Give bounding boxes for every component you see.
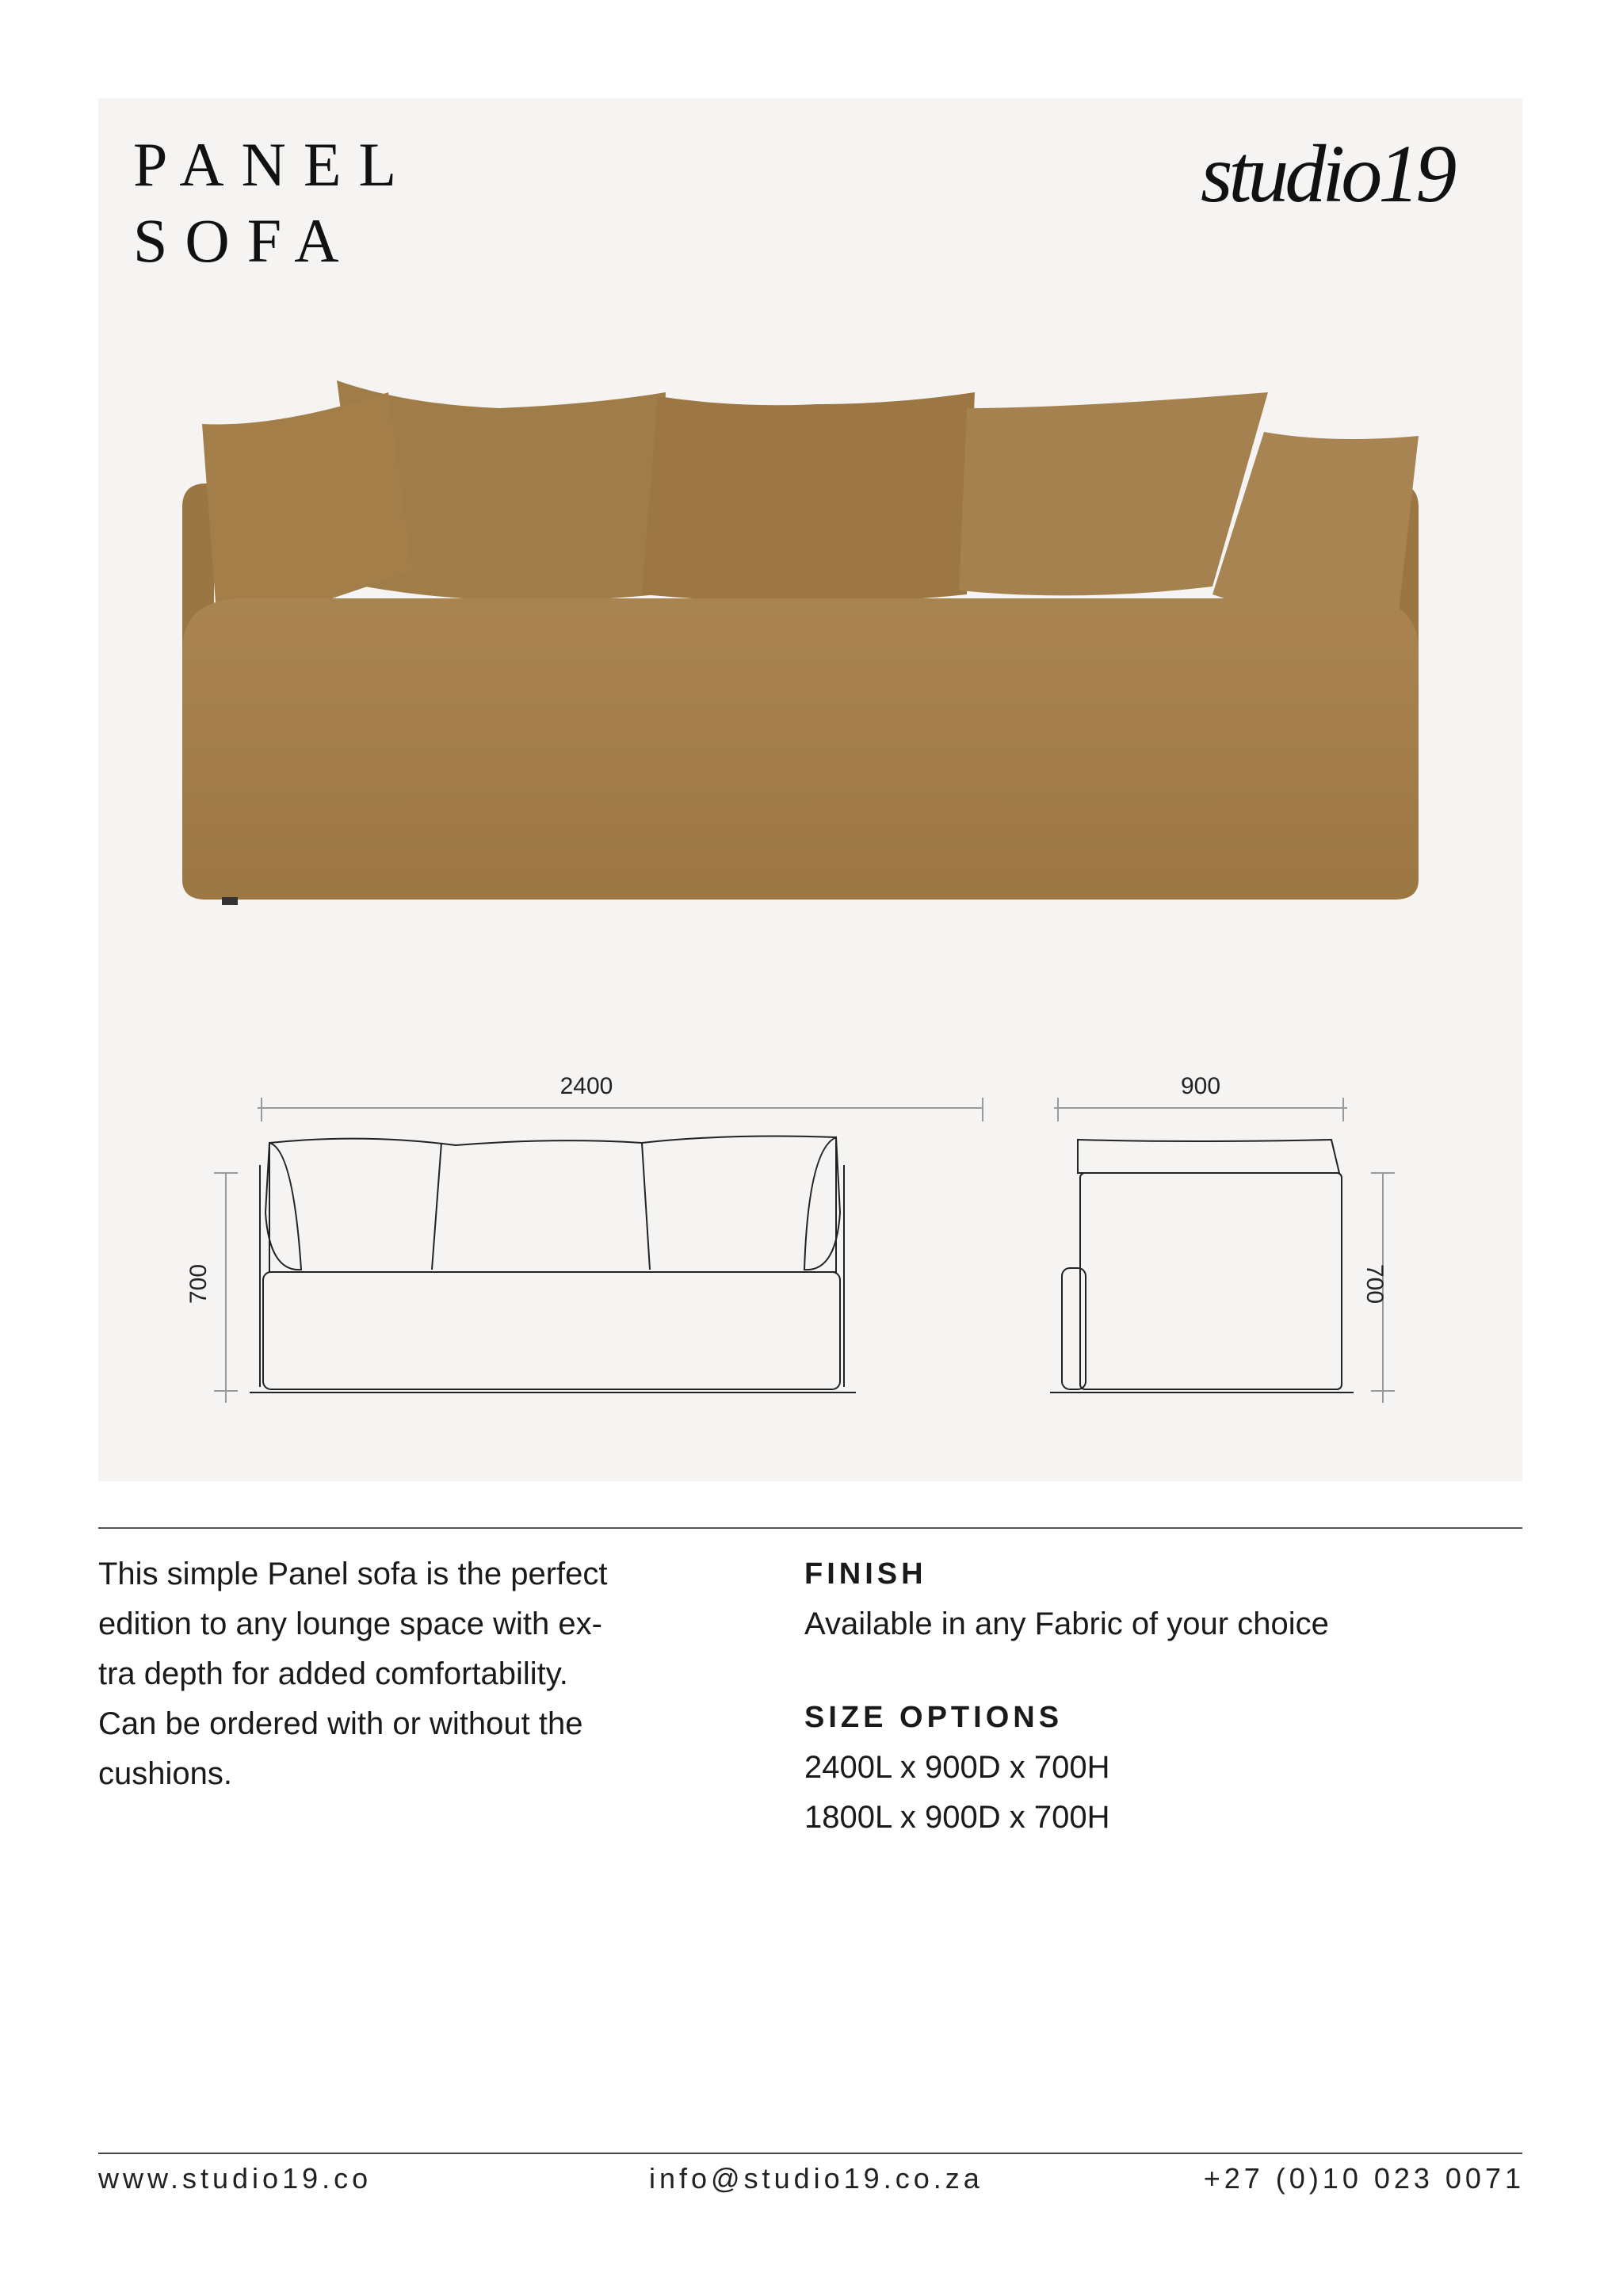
side-pillow-left	[202, 392, 412, 634]
phone-number[interactable]: +27 (0)10 023 0071	[1203, 2162, 1525, 2195]
side-height-label: 700	[1361, 1263, 1388, 1305]
side-view-drawing	[1050, 1098, 1395, 1403]
finish-heading: FINISH	[804, 1557, 927, 1591]
title-line-2: SOFA	[133, 206, 357, 275]
back-cushion-2	[642, 392, 975, 602]
product-title	[133, 127, 414, 279]
description-line: edition to any lounge space with ex-	[98, 1606, 602, 1641]
dimension-drawings	[158, 1054, 1426, 1419]
size-option: 2400L x 900D x 700H	[804, 1750, 1110, 1785]
email-link[interactable]: info@studio19.co.za	[649, 2162, 983, 2195]
front-height-label: 700	[185, 1263, 212, 1305]
size-options-heading: SIZE OPTIONS	[804, 1701, 1064, 1734]
description-line: This simple Panel sofa is the perfect	[98, 1557, 608, 1591]
sofa-seat	[182, 598, 1419, 900]
title-line-1: PANEL	[133, 130, 414, 199]
back-cushion-3	[959, 392, 1268, 595]
footer-divider	[98, 2153, 1522, 2154]
finish-text: Available in any Fabric of your choice	[804, 1606, 1329, 1641]
depth-dimension-label: 900	[1180, 1073, 1221, 1099]
section-divider	[98, 1527, 1522, 1529]
size-option: 1800L x 900D x 700H	[804, 1800, 1110, 1835]
product-specs	[804, 1549, 1329, 1843]
front-view-drawing	[214, 1098, 983, 1403]
description-line: Can be ordered with or without the	[98, 1706, 583, 1741]
description-line: cushions.	[98, 1756, 232, 1791]
sofa-photo	[166, 372, 1434, 911]
studio19-logo: studio19	[1201, 128, 1453, 220]
sofa-foot	[222, 897, 238, 905]
website-link[interactable]: www.studio19.co	[98, 2162, 372, 2195]
description-line: tra depth for added comfortability.	[98, 1656, 568, 1691]
product-description	[98, 1549, 701, 1799]
width-dimension-label: 2400	[559, 1073, 613, 1099]
